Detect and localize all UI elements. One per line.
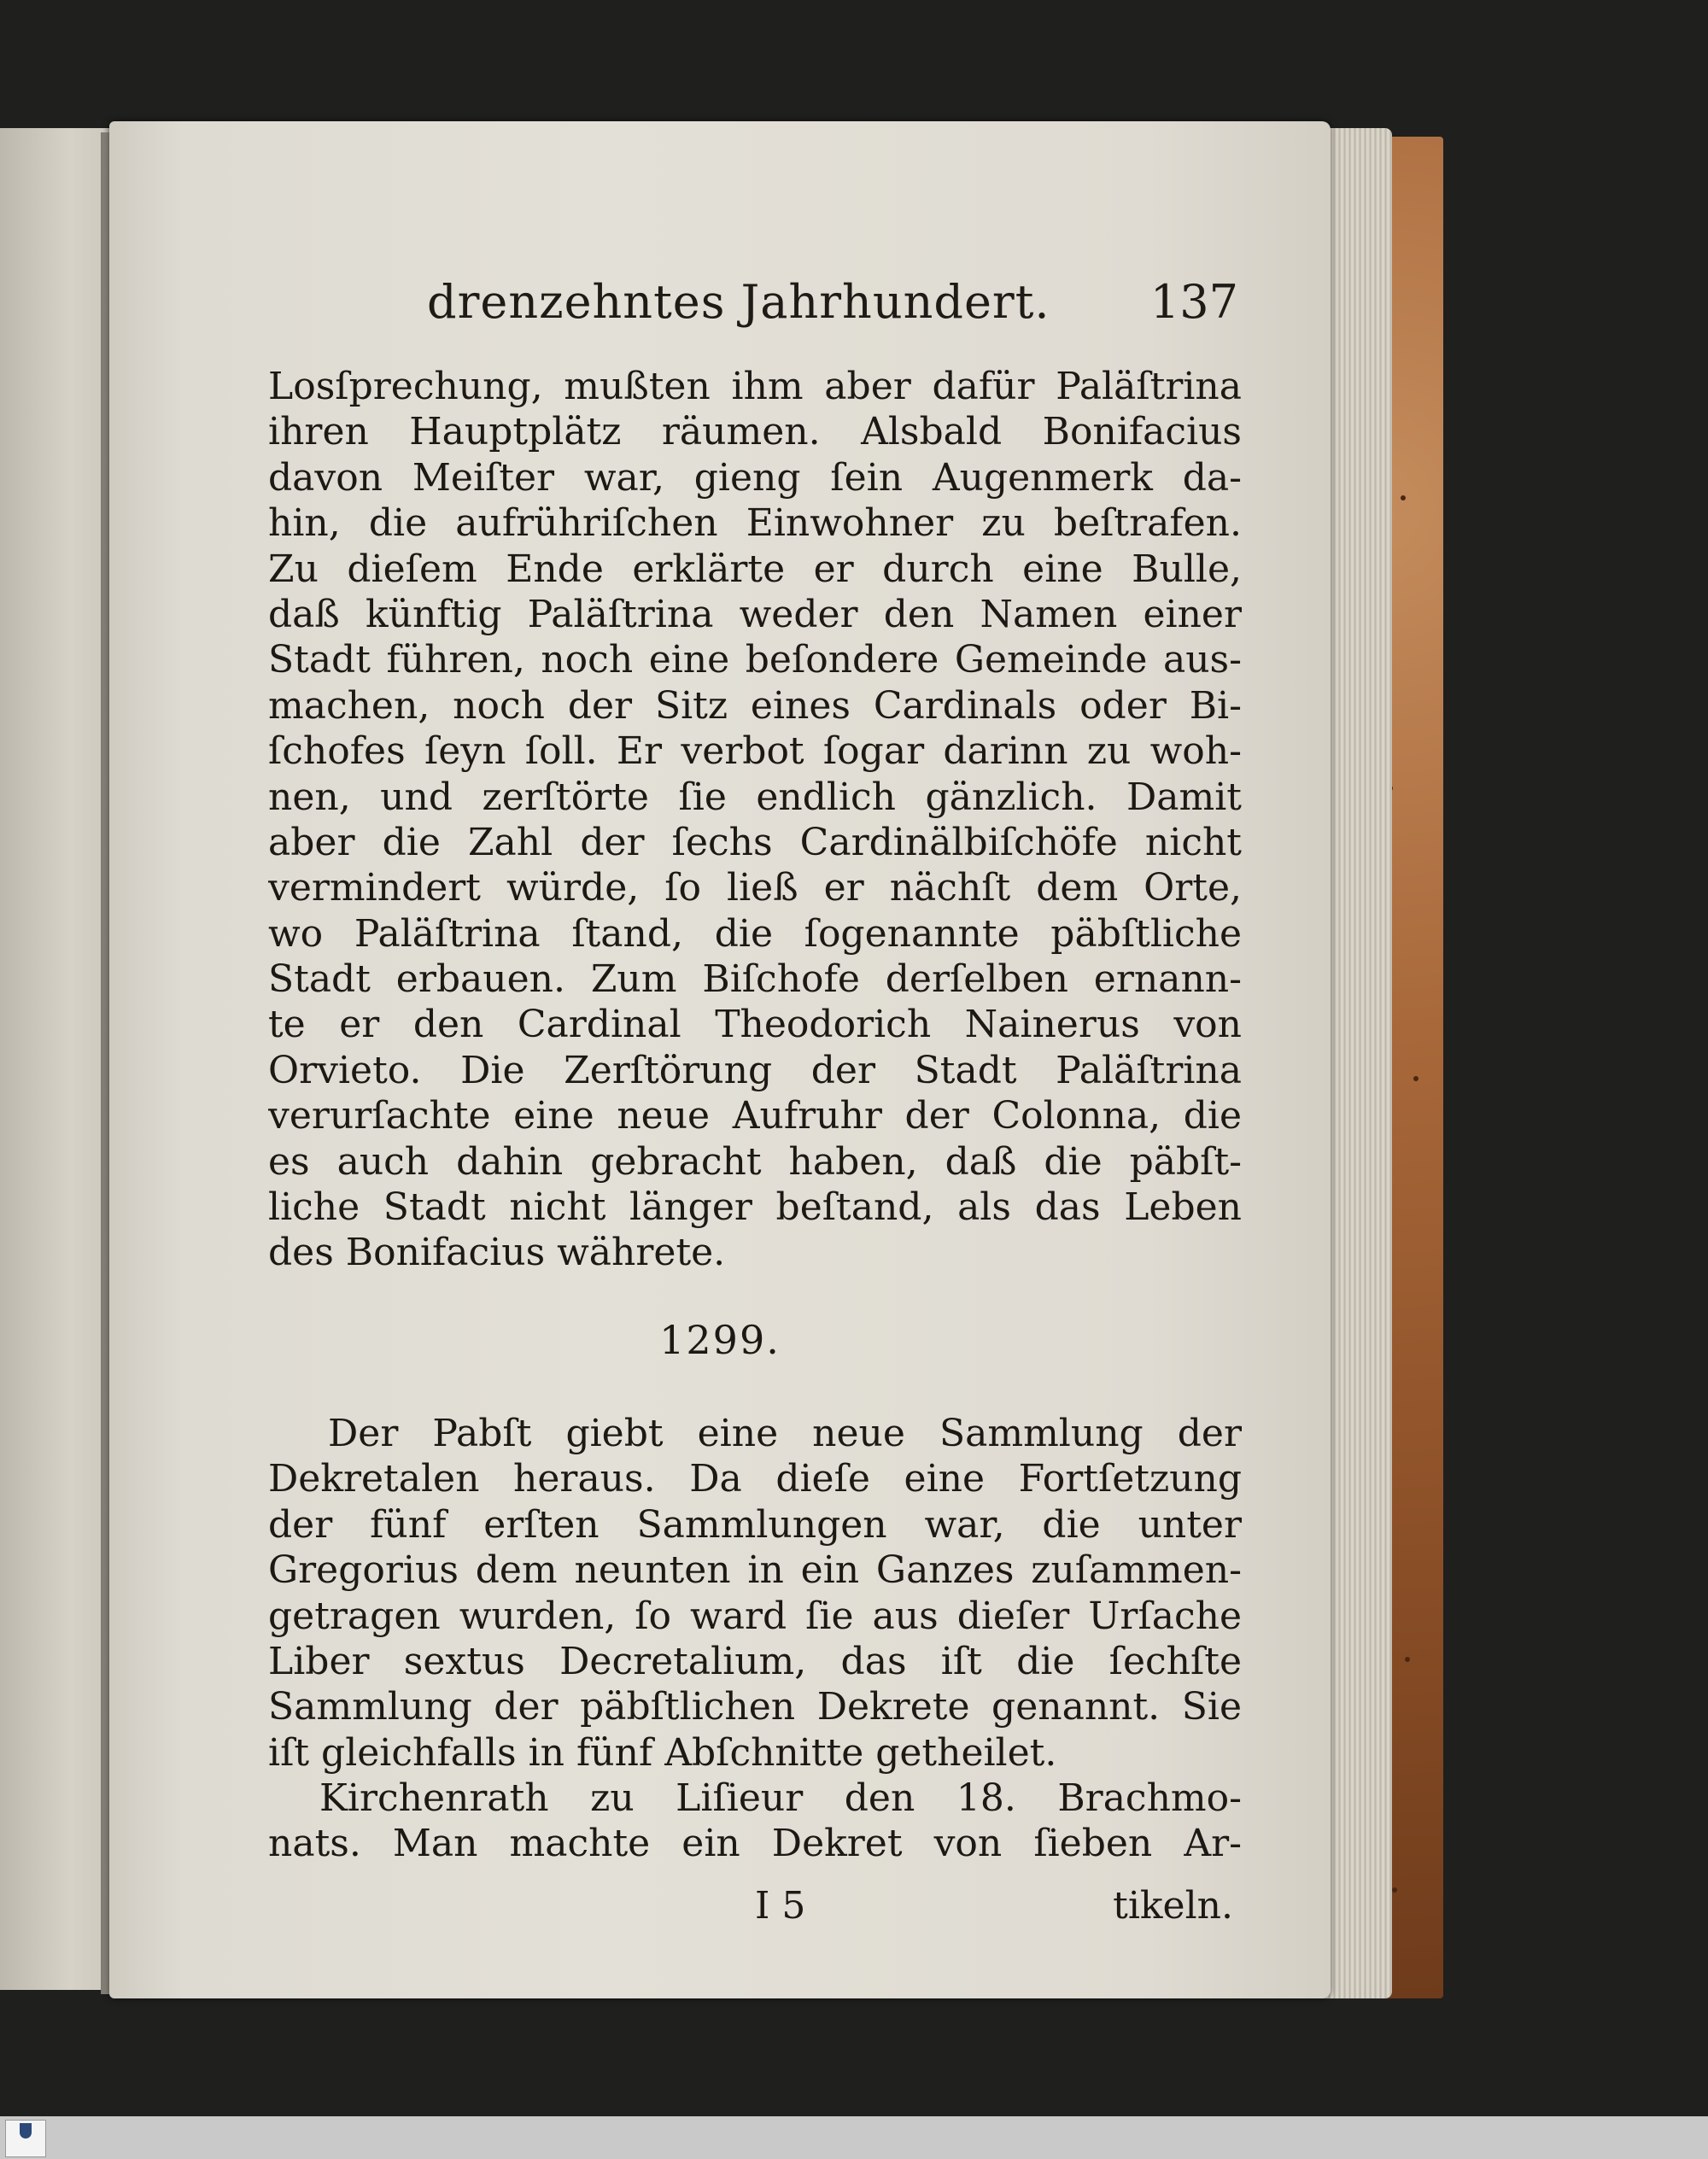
text-line: davon Meiſter war, gieng ſein Augenmerk da- bbox=[268, 455, 1242, 500]
paragraph-2 bbox=[268, 1411, 1242, 1776]
text-line: Gregorius dem neunten in ein Ganzes zuſammen- bbox=[268, 1548, 1242, 1593]
text-line: getragen wurden, ſo ward ſie aus dieſer Urſache bbox=[268, 1594, 1242, 1638]
text-line: Kirchenrath zu Liſieur den 18. Brachmo- bbox=[319, 1776, 1242, 1820]
text-line: Dekretalen heraus. Da dieſe eine Fortſetzung bbox=[268, 1457, 1242, 1501]
year-heading: 1299. bbox=[659, 1317, 781, 1363]
catchword: tikeln. bbox=[1113, 1884, 1233, 1928]
text-line: Sammlung der päbſtlichen Dekrete genannt. Sie bbox=[268, 1685, 1242, 1729]
text-line: Stadt erbauen. Zum Biſchofe derſelben ernann- bbox=[268, 957, 1242, 1002]
text-line: verurſachte eine neue Aufruhr der Colonna, die bbox=[268, 1094, 1242, 1138]
text-line: ihren Hauptplätz räumen. Alsbald Bonifacius bbox=[268, 410, 1242, 454]
text-line: machen, noch der Sitz eines Cardinals oder Bi- bbox=[268, 683, 1242, 728]
text-line: iſt gleichfalls in fünf Abſchnitte getheilet. bbox=[268, 1730, 1057, 1775]
text-line: Zu dieſem Ende erklärte er durch eine Bulle, bbox=[268, 547, 1242, 591]
text-line: der fünf erſten Sammlungen war, die unter bbox=[268, 1502, 1242, 1547]
text-line: Der Pabſt giebt eine neue Sammlung der bbox=[328, 1412, 1242, 1455]
text-line: nen, und zerſtörte ſie endlich gänzlich. Damit bbox=[268, 775, 1242, 819]
text-line: aber die Zahl der ſechs Cardinälbiſchöfe nicht bbox=[268, 820, 1242, 864]
text-line: daß künftig Paläſtrina weder den Namen einer bbox=[268, 592, 1242, 636]
text-line: wo Paläſtrina ſtand, die ſogenannte päbſtliche bbox=[268, 911, 1242, 956]
library-logo-icon bbox=[5, 2120, 46, 2157]
text-line: nats. Man machte ein Dekret von ſieben Ar- bbox=[268, 1822, 1242, 1866]
paragraph-3 bbox=[268, 1776, 1242, 1867]
signature-mark: I 5 bbox=[755, 1884, 806, 1928]
text-line: hin, die aufrühriſchen Einwohner zu beſtrafen. bbox=[268, 501, 1242, 546]
book-page bbox=[109, 121, 1331, 1998]
text-line: Liber sextus Decretalium, das iſt die ſechſte bbox=[268, 1639, 1242, 1683]
page-footer bbox=[268, 1884, 1242, 1935]
running-head-title: drenzehntes Jahrhundert. bbox=[427, 275, 1050, 329]
text-line: Stadt führen, noch eine beſondere Gemeinde aus- bbox=[268, 638, 1242, 682]
viewer-footer-bar bbox=[0, 2116, 1708, 2159]
text-line: es auch dahin gebracht haben, daß die päbſt- bbox=[268, 1139, 1242, 1184]
text-line: vermindert würde, ſo ließ er nächſt dem Orte, bbox=[268, 866, 1242, 910]
page-number: 137 bbox=[1149, 275, 1238, 329]
paragraph-1 bbox=[268, 364, 1242, 1276]
text-line: te er den Cardinal Theodorich Nainerus von bbox=[268, 1003, 1242, 1047]
text-line: liche Stadt nicht länger beſtand, als das Leben bbox=[268, 1185, 1242, 1230]
running-head bbox=[427, 266, 1238, 343]
text-line: des Bonifacius währete. bbox=[268, 1231, 726, 1275]
text-line: Orvieto. Die Zerſtörung der Stadt Paläſtrina bbox=[268, 1048, 1242, 1092]
text-line: ſchofes ſeyn ſoll. Er verbot ſogar darinn zu woh- bbox=[268, 729, 1242, 774]
text-line: Losſprechung, mußten ihm aber dafür Paläſtrina bbox=[268, 365, 1242, 408]
